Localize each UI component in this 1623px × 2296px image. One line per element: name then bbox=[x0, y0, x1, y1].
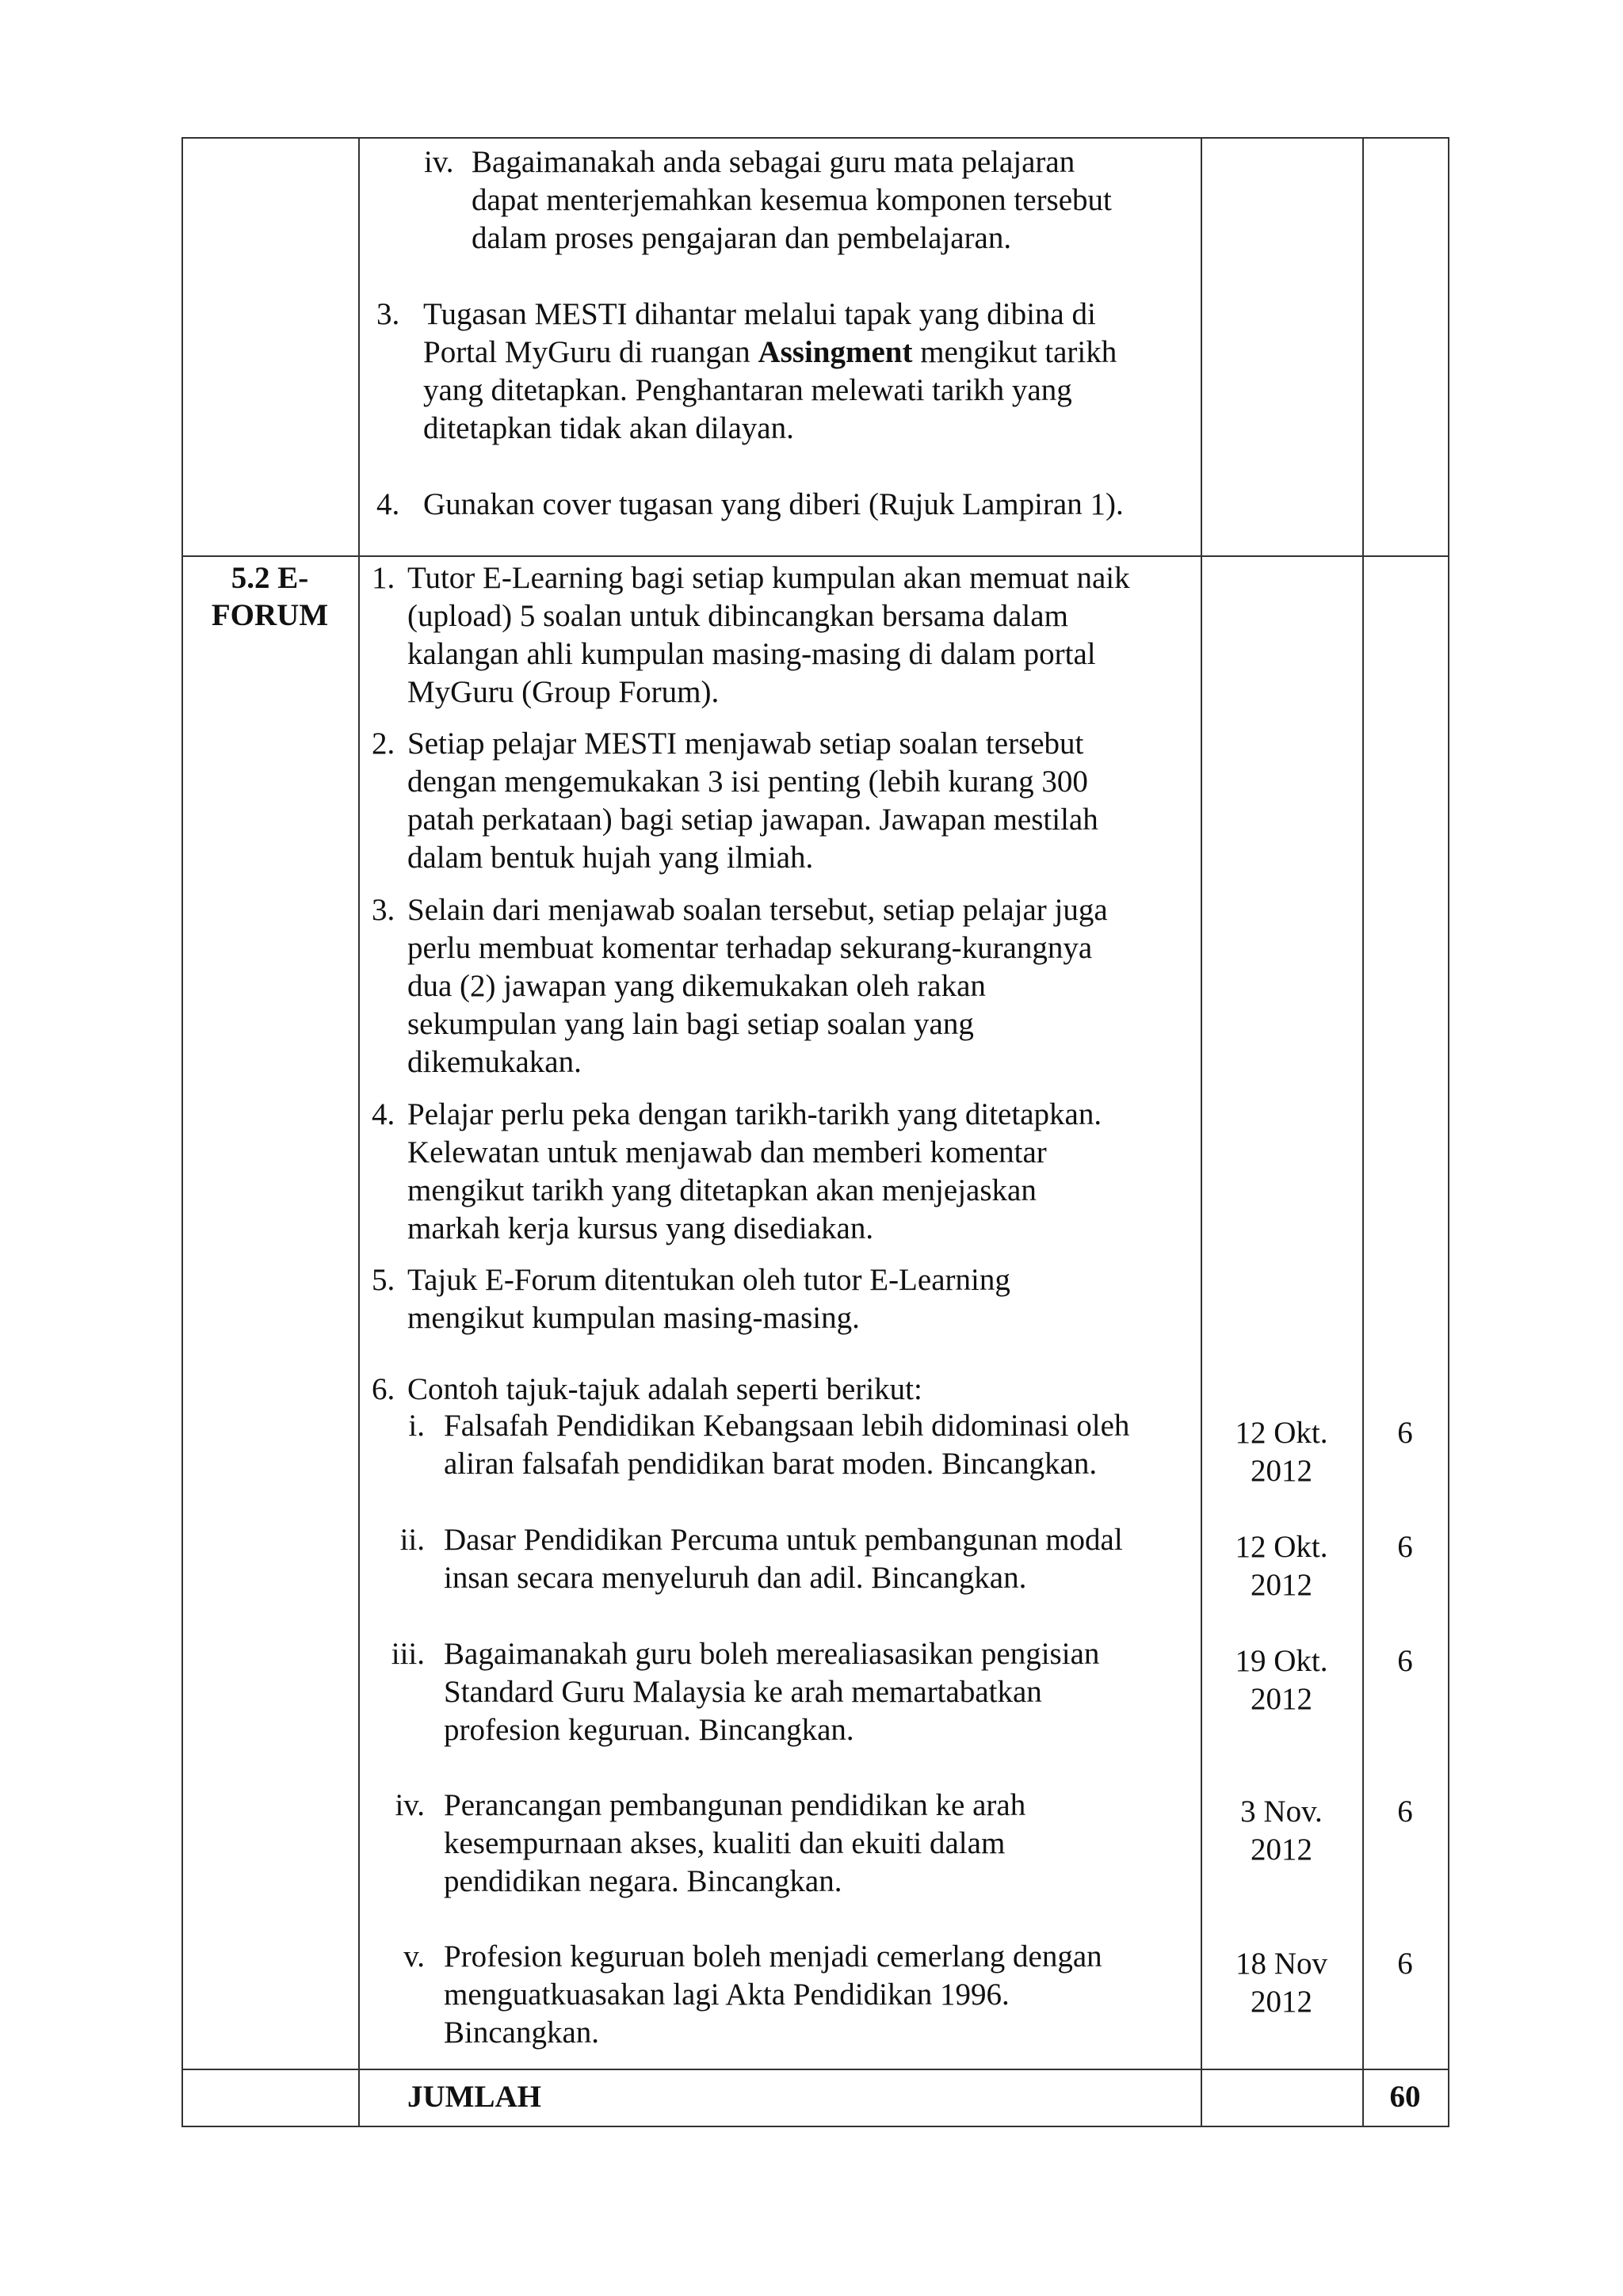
list-item-text: dalam proses pengajaran dan pembelajaran. bbox=[472, 221, 1012, 255]
list-item-text: sekumpulan yang lain bagi setiap soalan yang bbox=[407, 1007, 974, 1041]
topic-date-year: 2012 bbox=[1251, 1833, 1312, 1867]
list-item-number: 4. bbox=[376, 487, 400, 521]
list-item-text: Bagaimanakah anda sebagai guru mata pelajaran bbox=[472, 145, 1075, 179]
topic-mark: 6 bbox=[1397, 1416, 1413, 1450]
topic-text: Profesion keguruan boleh menjadi cemerlang dengan bbox=[444, 1939, 1102, 1974]
topic-text: Bagaimanakah guru boleh merealiasasikan pengisian bbox=[444, 1637, 1100, 1671]
total-value: 60 bbox=[1389, 2080, 1421, 2114]
list-item-text: dapat menterjemahkan kesemua komponen tersebut bbox=[472, 183, 1112, 217]
list-item-text: mengikut kumpulan masing-masing. bbox=[407, 1301, 860, 1335]
topic-number: iv. bbox=[395, 1788, 425, 1822]
topic-number: ii. bbox=[399, 1523, 425, 1557]
list-item-number: 3. bbox=[372, 893, 395, 927]
assignment-keyword: Assingment bbox=[758, 335, 913, 369]
list-item-number: 4. bbox=[372, 1097, 395, 1131]
table-border-bottom bbox=[181, 2126, 1449, 2127]
row-divider-1 bbox=[181, 555, 1449, 557]
topic-date: 12 Okt. bbox=[1235, 1416, 1328, 1450]
list-item-text: Kelewatan untuk menjawab dan memberi komentar bbox=[407, 1135, 1047, 1169]
list-item-text: ditetapkan tidak akan dilayan. bbox=[423, 411, 794, 445]
list-item-number: iv. bbox=[424, 145, 454, 179]
list-item-text: perlu membuat komentar terhadap sekurang-kurangnya bbox=[407, 931, 1093, 965]
topic-mark: 6 bbox=[1397, 1947, 1413, 1981]
list-item-text: kalangan ahli kumpulan masing-masing di dalam portal bbox=[407, 637, 1096, 671]
text-run: mengikut tarikh bbox=[912, 335, 1117, 369]
row-divider-2 bbox=[181, 2069, 1449, 2070]
topic-number: iii. bbox=[391, 1637, 425, 1671]
column-divider-1 bbox=[358, 137, 360, 2127]
list-item-text: Pelajar perlu peka dengan tarikh-tarikh yang ditetapkan. bbox=[407, 1097, 1102, 1131]
table-border-right bbox=[1448, 137, 1449, 2127]
topic-text: kesempurnaan akses, kualiti dan ekuiti dalam bbox=[444, 1826, 1006, 1860]
topic-date-year: 2012 bbox=[1251, 1985, 1312, 2019]
list-item-text: yang ditetapkan. Penghantaran melewati tarikh yang bbox=[423, 373, 1072, 407]
topic-text: pendidikan negara. Bincangkan. bbox=[444, 1864, 842, 1898]
table-border-top bbox=[181, 137, 1449, 139]
assignment-table bbox=[181, 137, 1449, 2127]
list-item-number: 5. bbox=[372, 1263, 395, 1297]
list-item-text: Gunakan cover tugasan yang diberi (Rujuk Lampiran 1). bbox=[423, 487, 1124, 521]
list-item-number: 3. bbox=[376, 297, 400, 331]
topic-text: Falsafah Pendidikan Kebangsaan lebih didominasi oleh bbox=[444, 1409, 1130, 1443]
topic-mark: 6 bbox=[1397, 1644, 1413, 1678]
list-item-text: dalam bentuk hujah yang ilmiah. bbox=[407, 841, 814, 875]
topic-text: Bincangkan. bbox=[444, 2016, 600, 2050]
topic-text: aliran falsafah pendidikan barat moden. Bincangkan. bbox=[444, 1447, 1098, 1481]
list-item-text: Tutor E-Learning bagi setiap kumpulan akan memuat naik bbox=[407, 561, 1130, 595]
list-item-text: Setiap pelajar MESTI menjawab setiap soalan tersebut bbox=[407, 727, 1084, 761]
topic-date: 12 Okt. bbox=[1235, 1530, 1328, 1564]
topic-mark: 6 bbox=[1397, 1794, 1413, 1829]
list-item-number: 2. bbox=[372, 727, 395, 761]
table-border-left bbox=[181, 137, 183, 2127]
topic-text: menguatkuasakan lagi Akta Pendidikan 1996. bbox=[444, 1978, 1010, 2012]
topic-number: v. bbox=[403, 1939, 425, 1974]
section-label: FORUM bbox=[211, 598, 329, 632]
topic-number: i. bbox=[408, 1409, 425, 1443]
topic-text: Dasar Pendidikan Percuma untuk pembangunan modal bbox=[444, 1523, 1123, 1557]
topic-date: 19 Okt. bbox=[1235, 1644, 1328, 1678]
list-item-text: Contoh tajuk-tajuk adalah seperti berikut: bbox=[407, 1372, 922, 1406]
list-item-text: dua (2) jawapan yang dikemukakan oleh rakan bbox=[407, 969, 986, 1003]
topic-mark: 6 bbox=[1397, 1530, 1413, 1564]
list-item-number: 6. bbox=[372, 1372, 395, 1406]
list-item-text: dikemukakan. bbox=[407, 1045, 582, 1079]
topic-date-year: 2012 bbox=[1251, 1568, 1312, 1602]
text-run: Portal MyGuru di ruangan bbox=[423, 335, 758, 369]
list-item-text: Selain dari menjawab soalan tersebut, setiap pelajar juga bbox=[407, 893, 1108, 927]
list-item-text: Tugasan MESTI dihantar melalui tapak yang dibina di bbox=[423, 297, 1096, 331]
list-item-text bbox=[423, 334, 1117, 372]
list-item-text: markah kerja kursus yang disediakan. bbox=[407, 1211, 874, 1245]
list-item-text: (upload) 5 soalan untuk dibincangkan bersama dalam bbox=[407, 599, 1068, 633]
topic-text: insan secara menyeluruh dan adil. Bincangkan. bbox=[444, 1561, 1027, 1595]
list-item-text: MyGuru (Group Forum). bbox=[407, 675, 720, 709]
list-item-number: 1. bbox=[372, 561, 395, 595]
topic-text: profesion keguruan. Bincangkan. bbox=[444, 1713, 854, 1747]
topic-date-year: 2012 bbox=[1251, 1454, 1312, 1488]
topic-text: Perancangan pembangunan pendidikan ke arah bbox=[444, 1788, 1026, 1822]
total-label: JUMLAH bbox=[407, 2080, 541, 2114]
list-item-text: mengikut tarikh yang ditetapkan akan menjejaskan bbox=[407, 1173, 1037, 1207]
list-item-text: dengan mengemukakan 3 isi penting (lebih kurang 300 bbox=[407, 765, 1088, 799]
topic-date-year: 2012 bbox=[1251, 1682, 1312, 1716]
section-label: 5.2 E- bbox=[231, 561, 309, 595]
topic-date: 18 Nov bbox=[1235, 1947, 1327, 1981]
list-item-text: Tajuk E-Forum ditentukan oleh tutor E-Learning bbox=[407, 1263, 1010, 1297]
topic-date: 3 Nov. bbox=[1240, 1794, 1323, 1829]
list-item-text: patah perkataan) bagi setiap jawapan. Jawapan mestilah bbox=[407, 803, 1098, 837]
topic-text: Standard Guru Malaysia ke arah memartabatkan bbox=[444, 1675, 1042, 1709]
